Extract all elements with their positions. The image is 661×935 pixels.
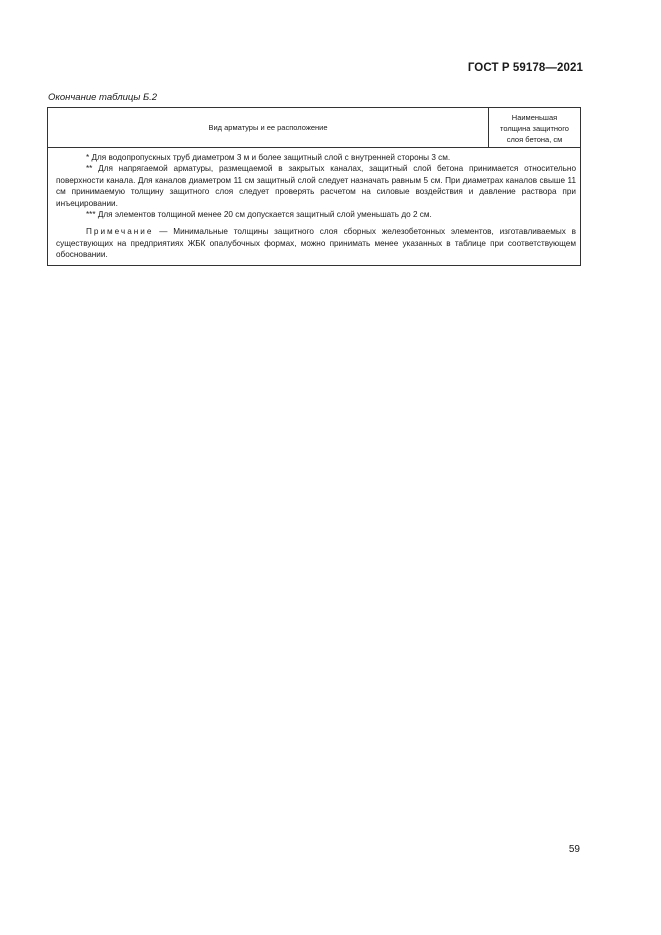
note-text: — Минимальные толщины защитного слоя сборных железобетонных элементов, изготавливаемых в существующих на предприятиях ЖБК опалубочных формах, можно принимать менее указанных в таблице при соответствующем обосновании. [56, 227, 576, 260]
table-header [48, 108, 580, 148]
column-header-line: слоя бетона, см [506, 135, 563, 144]
table-caption: Окончание таблицы Б.2 [48, 92, 158, 103]
note-label: Примечание [86, 227, 154, 237]
column-header-line: толщина защитного [500, 124, 569, 133]
column-header-reinforcement: Вид арматуры и ее расположение [48, 108, 489, 147]
footnote-1: * Для водопропускных труб диаметром 3 м и более защитный слой с внутренней стороны 3 см. [86, 153, 451, 162]
footnote-2: ** Для напрягаемой арматуры, размещаемой в закрытых каналах, защитный слой бетона принимается относительно поверхности канала. Для каналов диаметром 11 см защитный слой следует назначать равным 5 см. При диаметрах каналов свыше 11 см принимаемую толщину защитного слоя следует проверять расчетом на силовые воздействия и давление раствора при инъецировании. [56, 164, 576, 208]
footnote-3: *** Для элементов толщиной менее 20 см допускается защитный слой уменьшать до 2 см. [86, 210, 432, 220]
column-header-line: Наименьшая [511, 113, 558, 122]
page-number: 59 [568, 844, 580, 855]
standard-code: ГОСТ Р 59178—2021 [467, 62, 583, 74]
table [47, 107, 581, 266]
table-footnotes [48, 148, 580, 265]
column-header-cover-thickness [489, 108, 580, 147]
table-note [56, 226, 576, 260]
